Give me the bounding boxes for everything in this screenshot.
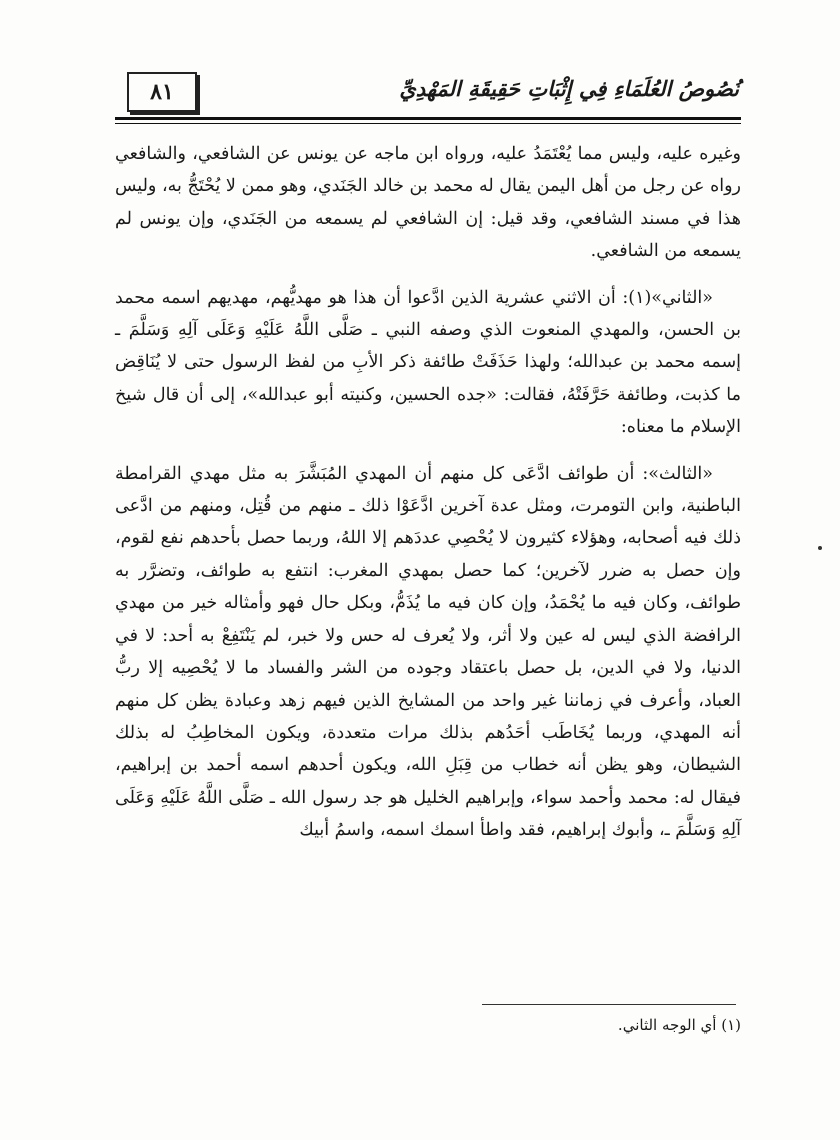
- page-header: [115, 72, 741, 122]
- header-rule-thick: [115, 117, 741, 120]
- footnote: (١) أي الوجه الثاني.: [617, 1016, 741, 1034]
- paragraph-second-point: «الثاني»(١): أن الاثني عشرية الذين ادَّعوا أن هذا هو مهديُّهم، مهديهم اسمه محمد بن الحسن، والمهدي المنعوت الذي وصفه النبي ـ صَلَّى اللَّهُ عَلَيْهِ وَعَلَى آلِهِ وَسَلَّمَ ـ إسمه محمد بن عبدالله؛ ولهذا حَذَفَتْ طائفة ذكر الأبِ من لفظ الرسول حتى لا يُنَاقِض ما كذبت، وطائفة حَرَّفَتْهُ، فقالت: «جده الحسين، وكنيته أبو عبدالله»، إلى أن قال شيخ الإسلام ما معناه:: [115, 287, 741, 438]
- paragraph-continuation: وغيره عليه، وليس مما يُعْتَمَدُ عليه، ورواه ابن ماجه عن يونس عن الشافعي، والشافعي رواه عن رجل من أهل اليمن يقال له محمد بن خالد الجَنَدي، وهو ممن لا يُحْتَجُّ به، وليس هذا في مسند الشافعي، وقد قيل: إن الشافعي لم يسمعه من الجَنَدي، وإن يونس لم يسمعه من الشافعي.: [115, 144, 741, 262]
- margin-mark: [818, 546, 822, 550]
- running-title: نُصُوصُ العُلَمَاءِ فِي إِثْبَاتِ حَقِيقَةِ المَهْدِيِّ: [399, 76, 739, 101]
- footnote-separator: [482, 1004, 736, 1005]
- main-text: [115, 138, 741, 847]
- paragraph-third-point: «الثالث»: أن طوائف ادَّعَى كل منهم أن المهدي المُبَشَّرَ به مثل مهدي القرامطة الباطنية، وابن التومرت، ومثل عدة آخرين ادَّعَوْا ذلك ـ منهم من قُتِل، ومنهم من ادَّعى ذلك فيه أصحابه، وهؤلاء كثيرون لا يُحْصِي عددَهم إلا اللهُ، وربما حصل بأحدهم نفع لقوم، وإن حصل به ضرر لآخرين؛ كما حصل بمهدي المغرب: انتفع به طوائف، وتضرَّر به طوائف، وكان فيه ما يُحْمَدُ، وإن كان فيه ما يُذَمُّ، وبكل حال فهو وأمثاله خير من مهدي الرافضة الذي ليس له عين ولا أثر، ولا يُعرف له حس ولا خبر، لم يَنْتَفِعْ به أحد: لا في الدنيا، ولا في الدين، بل حصل باعتقاد وجوده من الشر والفساد ما لا يُحْصِيه إلا ربُّ العباد، وأعرف في زماننا غير واحد من المشايخ الذين فيهم زهد وعبادة يظن كل منهم أنه المهدي، وربما يُخَاطَب أحَدُهم بذلك مرات متعددة، ويكون المخاطِبُ له بذلك الشيطان، وهو يظن أنه خطاب من قِبَلِ الله، ويكون أحدهم اسمه أحمد بن إبراهيم، فيقال له: محمد وأحمد سواء، وإبراهيم الخليل هو جد رسول الله ـ صَلَّى اللَّهُ عَلَيْهِ وَعَلَى آلِهِ وَسَلَّمَ ـ، وأبوك إبراهيم، فقد واطأ اسمك اسمه، واسمُ أبيك: [115, 463, 741, 841]
- page-number: ٨١: [150, 79, 174, 105]
- page-number-box: [127, 72, 197, 112]
- header-rule-thin: [115, 123, 741, 124]
